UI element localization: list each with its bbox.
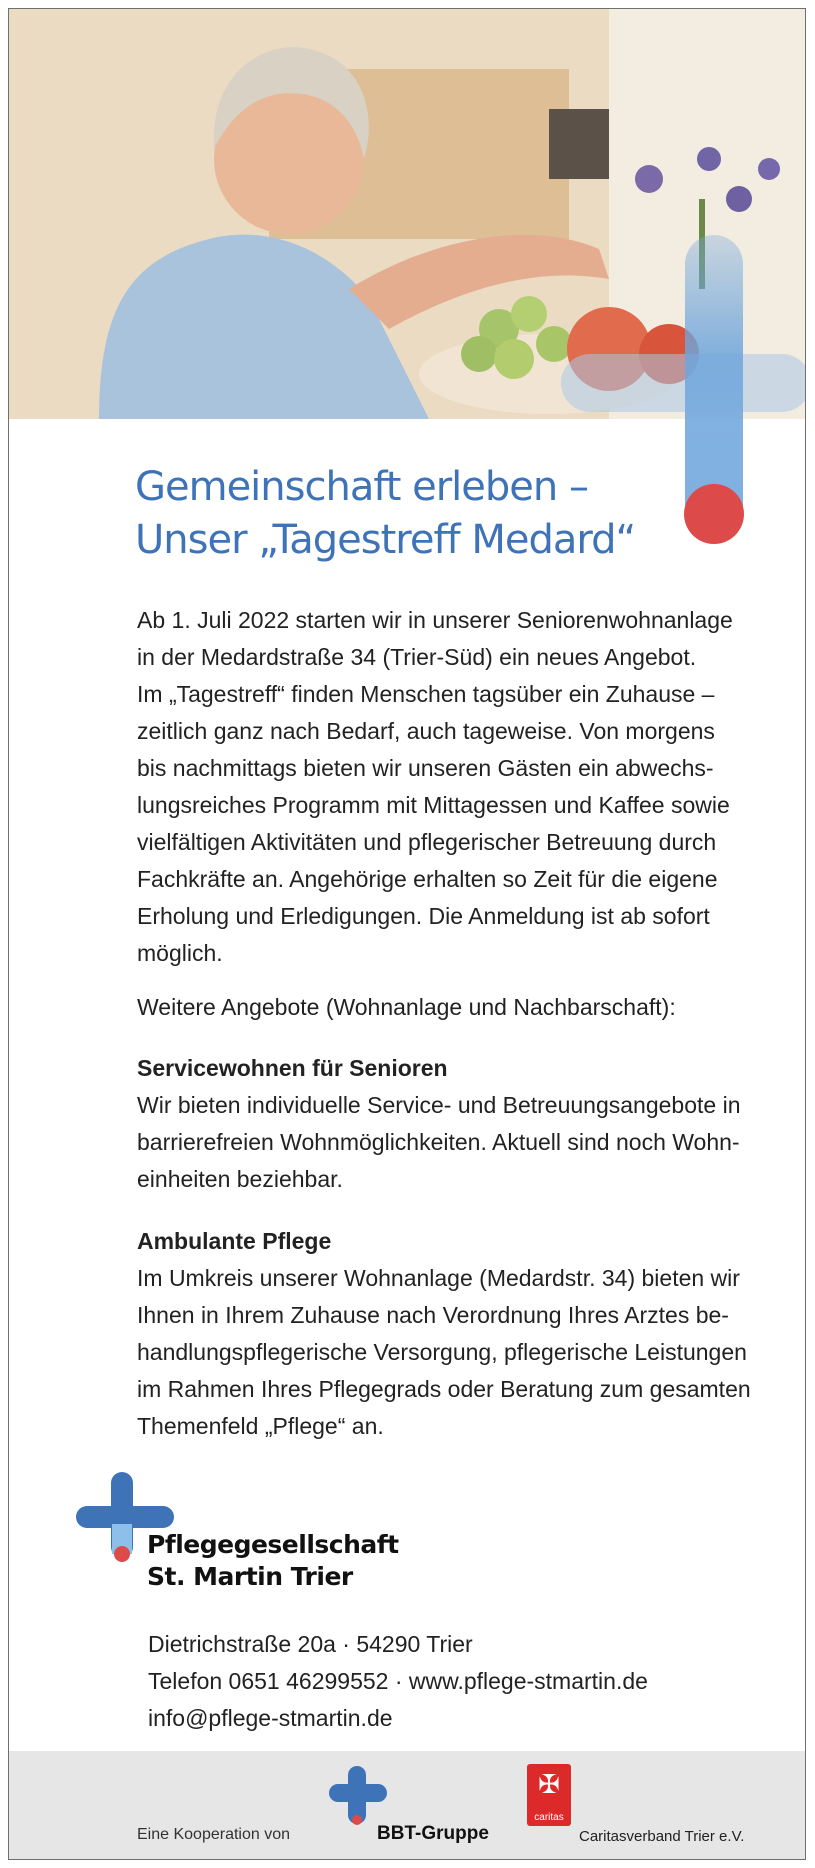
service-line: barrierefreien Wohnmöglichkeiten. Aktuell sind noch Wohn-: [137, 1129, 740, 1155]
more-offers-text: Weitere Angebote (Wohnanlage und Nachbarschaft):: [137, 994, 676, 1020]
intro-line: Erholung und Erledigungen. Die Anmeldung ist ab sofort: [137, 903, 710, 929]
intro-line: lungsreiches Programm mit Mittagessen und Kaffee sowie: [137, 792, 730, 818]
intro-line: bis nachmittags bieten wir unseren Gästen ein abwechs-: [137, 755, 714, 781]
decorative-red-dot: [684, 484, 744, 544]
intro-line: zeitlich ganz nach Bedarf, auch tageweise. Von morgens: [137, 718, 715, 744]
intro-line: Ab 1. Juli 2022 starten wir in unserer Seniorenwohnanlage: [137, 607, 733, 633]
intro-line: vielfältigen Aktivitäten und pflegerischer Betreuung durch: [137, 829, 717, 855]
phone-and-website[interactable]: Telefon 0651 46299552 · www.pflege-stmartin.de: [148, 1668, 648, 1694]
organization-name: [147, 1529, 399, 1593]
bbt-gruppe-label: BBT-Gruppe: [377, 1823, 489, 1844]
intro-line: in der Medardstraße 34 (Trier-Süd) ein neues Angebot.: [137, 644, 697, 670]
caritas-label: Caritasverband Trier e.V.: [579, 1828, 745, 1845]
ambulant-line: im Rahmen Ihres Pflegegrads oder Beratung zum gesamten: [137, 1376, 751, 1402]
email-link[interactable]: info@pflege-stmartin.de: [148, 1705, 393, 1731]
ambulant-line: handlungspflegerische Versorgung, pflegerische Leistungen: [137, 1339, 747, 1365]
service-line: Wir bieten individuelle Service- und Betreuungsangebote in: [137, 1092, 741, 1118]
ambulant-title: Ambulante Pflege: [137, 1228, 332, 1254]
caritas-logo-icon: [527, 1764, 571, 1826]
address: Dietrichstraße 20a · 54290 Trier: [148, 1631, 473, 1657]
service-line: einheiten beziehbar.: [137, 1166, 343, 1192]
caritas-logo-text: caritas: [534, 1812, 564, 1823]
intro-line: möglich.: [137, 940, 223, 966]
organization-name-line-2: St. Martin Trier: [147, 1562, 353, 1591]
service-title: Servicewohnen für Senioren: [137, 1055, 448, 1081]
cooperation-label: Eine Kooperation von: [137, 1826, 290, 1843]
intro-line: Fachkräfte an. Angehörige erhalten so Zeit für die eigene: [137, 866, 718, 892]
flyer-frame: [8, 8, 806, 1860]
decorative-cross-horizontal: [561, 354, 806, 412]
contact-block: [148, 1626, 648, 1737]
ambulant-line: Themenfeld „Pflege“ an.: [137, 1413, 384, 1439]
ambulant-section: [137, 1223, 767, 1445]
bbt-logo-icon: [329, 1766, 389, 1826]
headline-line-2: Unser „Tagestreff Medard“: [135, 517, 636, 563]
footer-bar: [9, 1751, 805, 1860]
organization-name-line-1: Pflegegesellschaft: [147, 1530, 399, 1559]
headline-line-1: Gemeinschaft erleben –: [135, 464, 588, 510]
intro-paragraph: [137, 602, 767, 972]
ambulant-line: Im Umkreis unserer Wohnanlage (Medardstr. 34) bieten wir: [137, 1265, 740, 1291]
caritas-flame-icon: ✠: [538, 1769, 560, 1799]
service-section: [137, 1050, 767, 1198]
intro-line: Im „Tagestreff“ finden Menschen tagsüber ein Zuhause –: [137, 681, 715, 707]
headline: [135, 461, 635, 567]
ambulant-line: Ihnen in Ihrem Zuhause nach Verordnung Ihres Arztes be-: [137, 1302, 729, 1328]
